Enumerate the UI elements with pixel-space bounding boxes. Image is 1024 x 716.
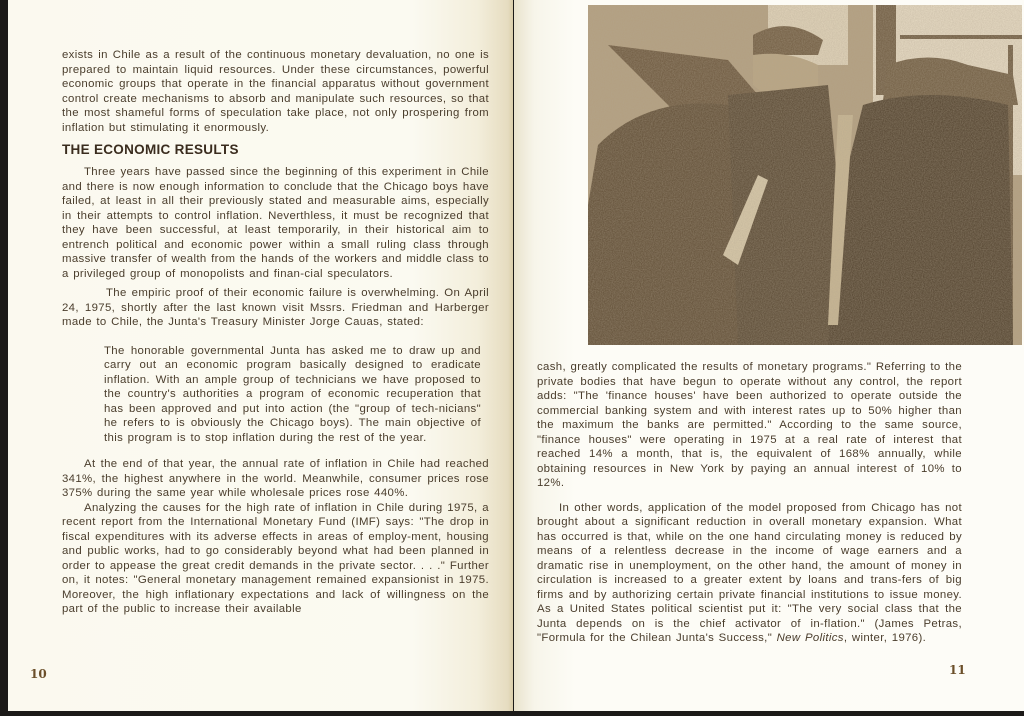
left-page bbox=[8, 0, 513, 711]
left-column-top bbox=[62, 48, 489, 135]
paragraph-other-words bbox=[537, 501, 962, 646]
right-column bbox=[537, 360, 962, 646]
paragraph-cash: cash, greatly complicated the results of monetary programs." Referring to the private bodies that have begun to operate without any control, the report adds: "The 'finance houses' have been authorized to operate outside the commercial banking system and with interest rates up to 50% higher than the maximum the banks are permitted." According to the same source, "finance houses" were operating in 1975 at a real rate of interest that reached 14% a month, that is, the equivalent of 168% annually, while obtaining resources in New York by paying an annual interest of 10% to 12%. bbox=[537, 361, 962, 489]
paragraph-three-years: Three years have passed since the beginning of this experiment in Chile and there is now enough information to conclude that the Chicago boys have failed, at least in all their previously stated and measurable aims, especially in their attempts to control inflation. Neverthless, it must be recognized that they have been successful, at least temporarily, in their historical aim to entrench political and economic power within a small ruling class through massive transfer of wealth from the hands of the workers and middle class to a privileged group of monopolists and finan-cial speculators. bbox=[62, 166, 489, 280]
citation-end: , winter, 1976). bbox=[843, 632, 927, 644]
paragraph-imf-report: Analyzing the causes for the high rate of inflation in Chile during 1975, a recent report from the International Monetary Fund (IMF) says: "The drop in fiscal expenditures with its adverse effects in areas of employ-ment, housing and public works, had to go considerably beyond what had been planned in order to appease the great credit demands in the private sector. . . ." Further on, it notes: "General monetary management remained expansionist in 1975. Moreover, the high inflationary expectations and lack of willingness on the part of the public to increase their available bbox=[62, 501, 489, 615]
photo-illustration bbox=[588, 5, 1022, 345]
page-number-right: 11 bbox=[949, 663, 966, 677]
paragraph-empiric-proof: The empiric proof of their economic failure is overwhelming. On April 24, 1975, shortly after the last known visit Mssrs. Friedman and Harberger made to Chile, the Junta's Treasury Minister Jorge Cauas, stated: bbox=[62, 287, 489, 328]
paragraph-other-words-text: In other words, application of the model proposed from Chicago has not brought about a significant reduction in overall monetary expansion. What has occurred is that, while on the one hand circulating money is reduced by means of a relentless decrease in the income of wage earners and a dramatic rise in unemployment, on the other hand, the amount of money in circulation is increased to a greater extent by loans and trans-fers of big firms and by authorizing certain private financial institutions to issue money. As a United States political scientist put it: "The very social class that the Junta depends on is the chief activator of in-flation." (James Petras, "Formula for the Chilean Junta's Success," bbox=[537, 501, 962, 644]
block-quote: The honorable governmental Junta has asked me to draw up and carry out an economic program basically designed to eradicate inflation. With an ample group of technicians we have proposed to the country's authorities a program of economic recuperation that has been approved and put into action (the "group of tech-nicians" he refers to is obviously the Chicago boys). The main objective of this program is to stop inflation during the rest of the year. bbox=[104, 344, 481, 444]
right-page bbox=[514, 0, 1024, 711]
section-heading: THE ECONOMIC RESULTS bbox=[62, 142, 239, 157]
page-number-left: 10 bbox=[30, 667, 47, 681]
left-column-body bbox=[62, 165, 489, 617]
publication-title: New Politics bbox=[776, 632, 844, 644]
paragraph-end-of-year: At the end of that year, the annual rate of inflation in Chile had reached 341%, the highest anywhere in the world. Meanwhile, consumer prices rose 375% during the same year while wholesale prices rose 440%. bbox=[62, 458, 489, 499]
photograph-soldiers-icon bbox=[588, 5, 1022, 345]
paragraph-intro: exists in Chile as a result of the continuous monetary devaluation, no one is prepared to maintain liquid resources. Under these circumstances, powerful economic groups that operate in the financial apparatus without government control create mechanisms to absorb and manipulate such resources, so that the most shameful forms of speculation take place, not only prospering from inflation but stimulating it enormously. bbox=[62, 49, 489, 134]
